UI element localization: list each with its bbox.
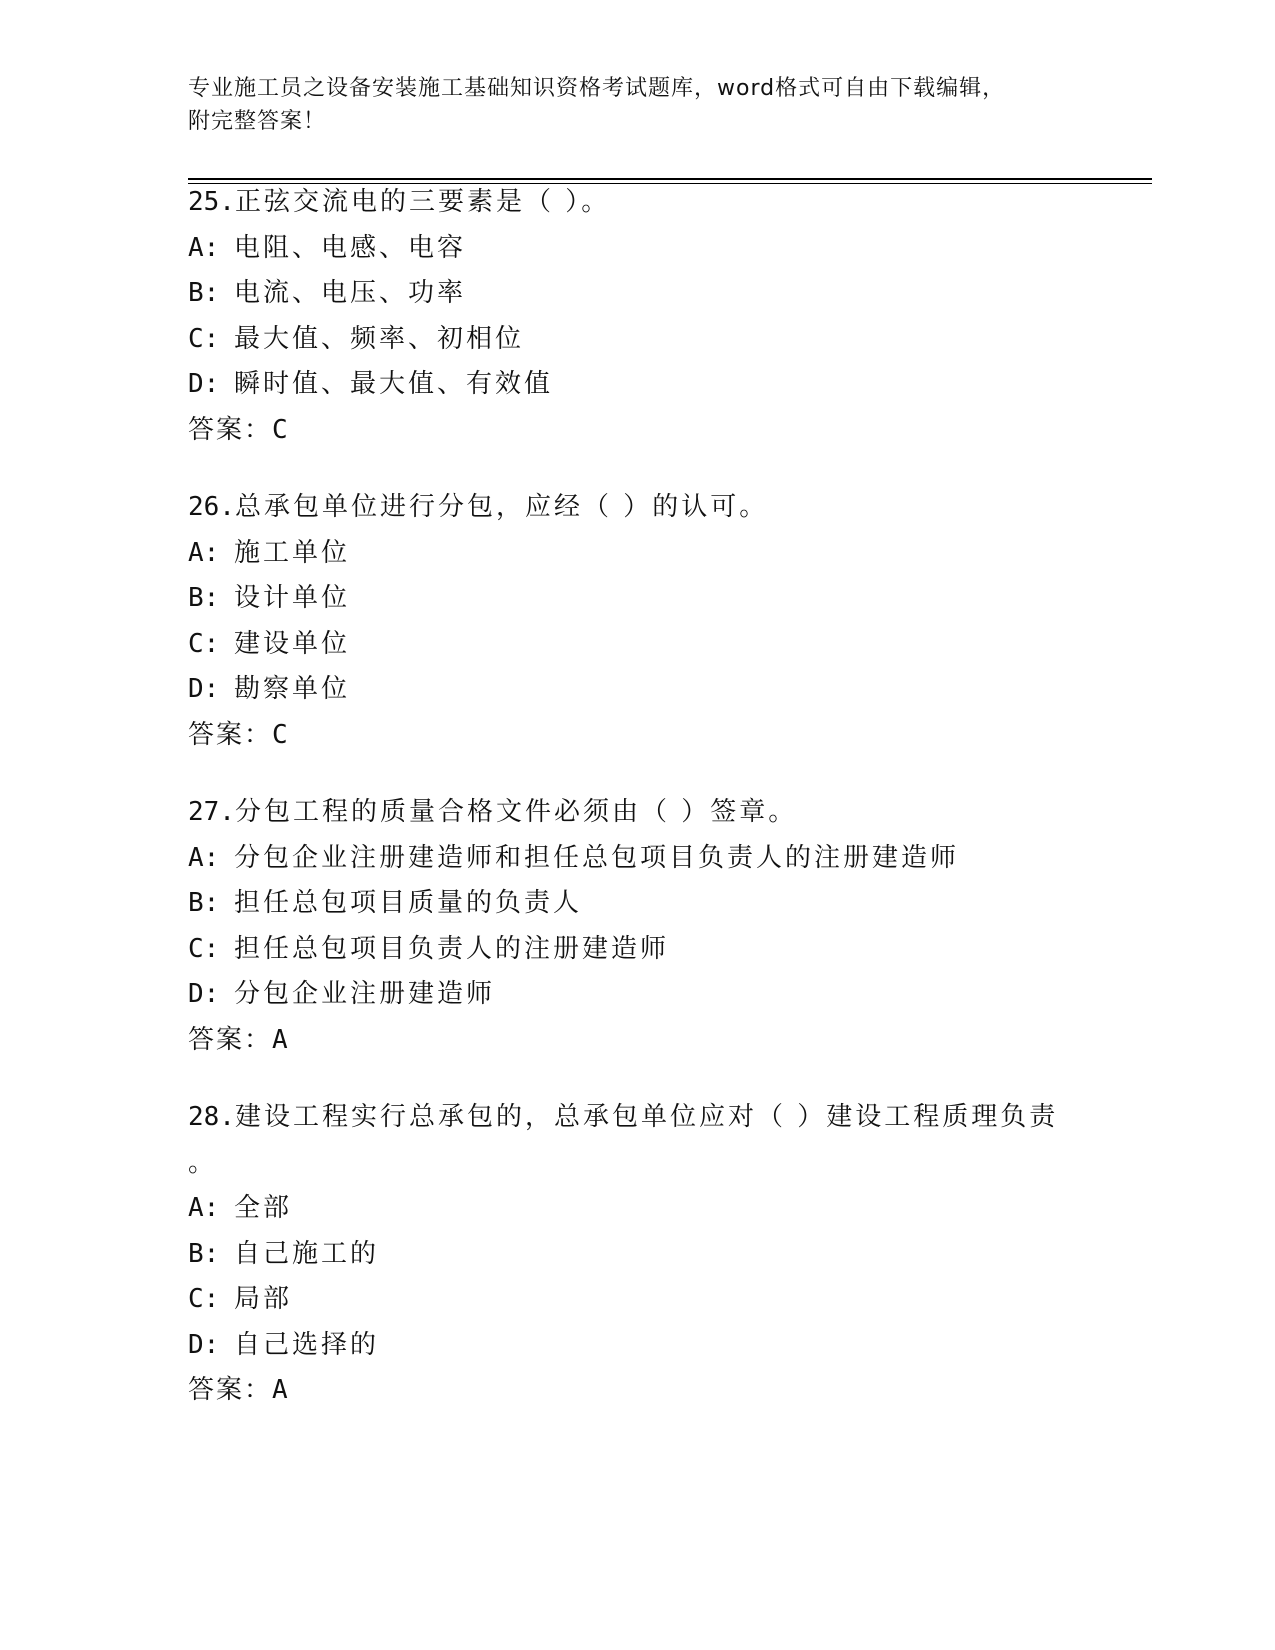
option-text: 电流、电压、功率	[234, 278, 467, 308]
option-letter: B:	[188, 888, 220, 918]
question-number: 28.	[188, 1102, 235, 1132]
option-b	[188, 881, 1088, 927]
question-number: 25.	[188, 187, 235, 217]
header-line-1: 专业施工员之设备安装施工基础知识资格考试题库，word格式可自由下载编辑，	[188, 76, 1006, 101]
option-text: 全部	[234, 1193, 293, 1223]
option-text: 分包企业注册建造师和担任总包项目负责人的注册建造师	[234, 842, 960, 873]
question-text: 分包工程的质量合格文件必须由（ ）签章。	[234, 797, 798, 827]
question-number: 26.	[188, 492, 235, 522]
option-text: 瞬时值、最大值、有效值	[234, 369, 554, 399]
answer-label: 答案：	[188, 414, 273, 445]
option-letter: C:	[188, 1284, 220, 1314]
question-stem	[188, 180, 1088, 226]
option-c	[188, 1277, 1088, 1323]
option-a	[188, 226, 1088, 272]
option-text: 担任总包项目负责人的注册建造师	[234, 933, 670, 964]
question-27	[188, 790, 1088, 1063]
option-b	[188, 1232, 1088, 1278]
answer-value: C	[272, 414, 288, 445]
question-28	[188, 1095, 1088, 1414]
option-text: 设计单位	[234, 583, 351, 613]
question-25	[188, 180, 1088, 453]
answer-line	[188, 408, 1088, 454]
question-26	[188, 485, 1088, 758]
answer-line	[188, 1368, 1088, 1414]
option-text: 建设单位	[234, 628, 351, 659]
answer-value: A	[272, 1375, 288, 1405]
option-a	[188, 836, 1088, 882]
answer-label: 答案：	[188, 1375, 273, 1405]
option-letter: A:	[188, 842, 220, 873]
option-a	[188, 1186, 1088, 1232]
option-c	[188, 927, 1088, 973]
option-letter: D:	[188, 369, 220, 399]
option-letter: C:	[188, 323, 220, 354]
option-d	[188, 362, 1088, 408]
option-text: 局部	[234, 1284, 293, 1314]
option-letter: C:	[188, 933, 220, 964]
option-c	[188, 317, 1088, 363]
question-text: 建设工程实行总承包的，总承包单位应对（ ）建设工程质理负责	[234, 1102, 1059, 1132]
header-line-2: 附完整答案！	[188, 109, 327, 134]
option-letter: A:	[188, 1193, 220, 1223]
answer-label: 答案：	[188, 719, 273, 750]
option-letter: B:	[188, 1238, 220, 1269]
option-letter: D:	[188, 979, 220, 1009]
option-text: 担任总包项目质量的负责人	[234, 888, 583, 918]
option-d	[188, 1323, 1088, 1369]
option-letter: B:	[188, 583, 220, 613]
option-letter: C:	[188, 628, 220, 659]
option-d	[188, 667, 1088, 713]
option-text: 施工单位	[234, 537, 351, 568]
question-stem	[188, 790, 1088, 836]
answer-line	[188, 713, 1088, 759]
question-stem-continuation: 。	[188, 1147, 215, 1178]
question-text: 正弦交流电的三要素是（ ）。	[234, 187, 611, 217]
question-stem	[188, 485, 1088, 531]
option-text: 电阻、电感、电容	[234, 232, 467, 263]
option-b	[188, 576, 1088, 622]
option-letter: A:	[188, 232, 220, 263]
option-text: 最大值、频率、初相位	[234, 323, 525, 354]
answer-value: A	[272, 1024, 288, 1055]
question-stem	[188, 1095, 1088, 1141]
option-letter: A:	[188, 537, 220, 568]
option-a	[188, 531, 1088, 577]
question-text: 总承包单位进行分包，应经（ ）的认可。	[234, 492, 769, 522]
option-d	[188, 972, 1088, 1018]
option-letter: D:	[188, 1329, 220, 1360]
option-letter: B:	[188, 278, 220, 308]
question-number: 27.	[188, 797, 235, 827]
option-c	[188, 622, 1088, 668]
option-letter: D:	[188, 674, 220, 704]
option-text: 自己施工的	[234, 1238, 380, 1269]
option-text: 分包企业注册建造师	[234, 979, 496, 1009]
option-b	[188, 271, 1088, 317]
answer-value: C	[272, 719, 288, 750]
option-text: 勘察单位	[234, 674, 351, 704]
answer-label: 答案：	[188, 1024, 273, 1055]
option-text: 自己选择的	[234, 1329, 380, 1360]
document-header	[188, 72, 1088, 138]
answer-line	[188, 1018, 1088, 1064]
